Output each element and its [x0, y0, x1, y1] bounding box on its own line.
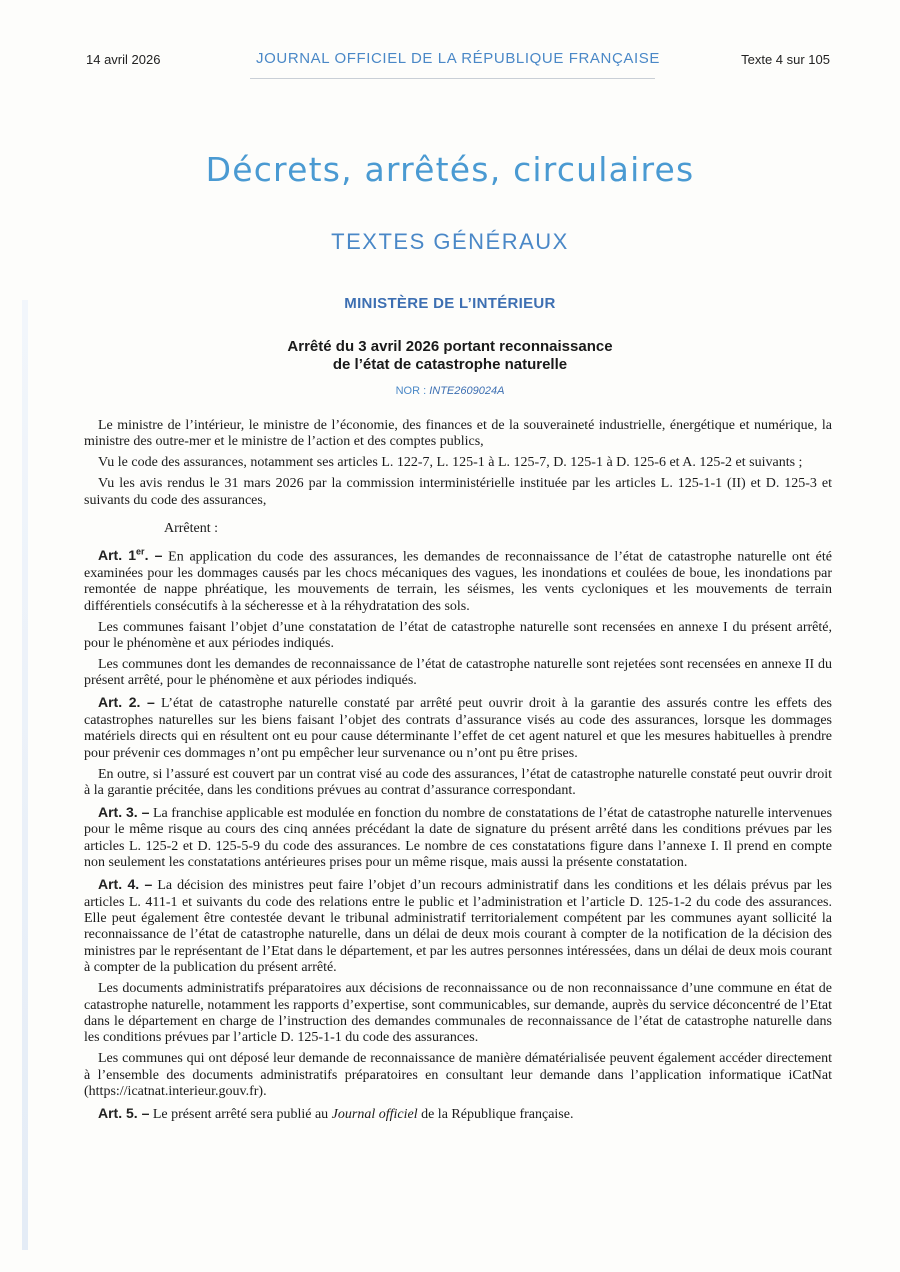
arrete-title	[0, 338, 900, 374]
document-body	[84, 418, 832, 1128]
nor-reference	[0, 385, 900, 397]
article-5-text-italic: Journal officiel	[331, 1107, 418, 1123]
nor-label: NOR :	[395, 385, 430, 397]
article-5-text-after: de la République française.	[417, 1107, 574, 1123]
header-date: 14 avril 2026	[86, 52, 161, 67]
arrete-title-line-1: Arrêté du 3 avril 2026 portant reconnaissance	[287, 338, 613, 355]
article-2-paragraph	[84, 694, 832, 762]
article-1-text: En application du code des assurances, les demandes de reconnaissance de l’état de catastrophe naturelle ont été examinées pour les dommages causés par les chocs mécaniques des vagues, les inondations et coulées de boue, les inondations par remontée de nappe phréatique, les mouvements de terrain, les séismes, les vents cycloniques et les mouvements de terrain différentiels consécutifs à la sécheresse et à la réhydratation des sols.	[84, 549, 833, 614]
article-5-text-before: Le présent arrêté sera publié au	[152, 1107, 332, 1123]
article-5-paragraph	[84, 1105, 832, 1123]
preamble-paragraph: Vu le code des assurances, notamment ses articles L. 122-7, L. 125-1 à L. 125-7, D. 125-1 à D. 125-6 et A. 125-2 et suivants ;	[98, 455, 803, 471]
article-1-label-suffix: . –	[144, 547, 163, 564]
article-1-label-sup: er	[136, 546, 145, 557]
article-4-paragraph-3: Les communes qui ont déposé leur demande de reconnaissance de manière dématérialisée peuvent également accéder directement à l’ensemble des documents administratifs préparatoires en consultant leur demande dans l’application informatique iCatNat (https://icatnat.interieur.gouv.fr).	[84, 1051, 832, 1100]
article-3-paragraph	[84, 804, 832, 872]
page-title: Décrets, arrêtés, circulaires	[205, 150, 695, 189]
article-1-paragraph-2: Les communes faisant l’objet d’une constatation de l’état de catastrophe naturelle sont recensées en annexe I du présent arrêté, pour le phénomène et aux périodes indiqués.	[84, 619, 832, 651]
article-4-label: Art. 4. –	[98, 876, 153, 893]
preamble-paragraph: Vu les avis rendus le 31 mars 2026 par la commission interministérielle instituée par les articles L. 125-1-1 (II) et D. 125-3 et suivants du code des assurances,	[84, 476, 832, 508]
header-journal-title: JOURNAL OFFICIEL DE LA RÉPUBLIQUE FRANÇAISE	[256, 50, 660, 67]
article-1-paragraph-3: Les communes dont les demandes de reconnaissance de l’état de catastrophe naturelle sont rejetées sont recensées en annexe II du présent arrêté, pour le phénomène et aux périodes indiqués.	[84, 656, 832, 689]
article-4-paragraph	[84, 876, 832, 976]
preamble-paragraph: Le ministre de l’intérieur, le ministre de l’économie, des finances et de la souveraineté industrielle, énergétique et numérique, la ministre des outre-mer et le ministre de l’action et des comptes publics,	[84, 418, 832, 450]
section-title: TEXTES GÉNÉRAUX	[331, 229, 569, 254]
scan-edge-strip	[22, 300, 28, 1250]
article-1-paragraph	[84, 544, 832, 615]
arrete-title-line-2: de l’état de catastrophe naturelle	[332, 356, 568, 373]
nor-code: INTE2609024A	[429, 385, 505, 397]
article-2-label: Art. 2. –	[98, 694, 155, 711]
header-divider	[250, 78, 655, 79]
page-header	[86, 50, 830, 74]
article-2-text: L’état de catastrophe naturelle constaté par arrêté peut ouvrir droit à la garantie des assurés contre les effets des catastrophes naturelles sur les biens faisant l’objet des contrats d’assurance visés au code des assurances, lorsque les dommages matériels directs qui en résultent ont eu pour cause déterminante l’effet de cet agent naturel et que les mesures habituelles à prendre pour prévenir ces dommages n’ont pu empêcher leur survenance ou n’ont pu être prises.	[84, 696, 832, 761]
article-1-label	[98, 547, 162, 563]
article-2-paragraph-2: En outre, si l’assuré est couvert par un contrat visé au code des assurances, l’état de catastrophe naturelle constaté peut ouvrir droit à la garantie précitée, dans les conditions prévues au contrat d’assurance correspondant.	[84, 766, 832, 798]
header-text-number: Texte 4 sur 105	[741, 52, 830, 67]
article-1-label-main: Art. 1	[98, 547, 137, 564]
arretent-line: Arrêtent :	[164, 521, 219, 537]
article-4-paragraph-2: Les documents administratifs préparatoires aux décisions de reconnaissance ou de non reconnaissance d’une commune en état de catastrophe naturelle, notamment les rapports d’expertise, sont communicables, sur demande, auprès du service déconcentré de l’Etat dans le département en charge de l’instruction des demandes communales de reconnaissance de l’état de catastrophe naturelle dans les conditions prévues par l’article D. 125-1-1 du code des assurances.	[84, 981, 832, 1046]
ministry-title: MINISTÈRE DE L’INTÉRIEUR	[344, 295, 556, 312]
article-5-label: Art. 5. –	[98, 1105, 150, 1122]
article-4-text: La décision des ministres peut faire l’objet d’un recours administratif dans les conditions et les délais prévus par les articles L. 411-1 et suivants du code des relations entre le public et l’administration et l’article D. 125-1-2 du code des assurances. Elle peut également être contestée devant le tribunal administratif territorialement compétent par les communes ayant sollicité la reconnaissance de l’état de catastrophe naturelle, dans un délai de deux mois courant à compter de la notification de la décision des ministres par le représentant de l’Etat dans le département, et par les autres personnes intéressées, dans un délai de deux mois courant à compter de la publication du présent arrêté.	[84, 878, 833, 976]
article-3-label: Art. 3. –	[98, 803, 150, 820]
article-3-text: La franchise applicable est modulée en fonction du nombre de constatations de l’état de catastrophe naturelle intervenues pour le même risque au cours des cinq années précédant la date de signature du présent arrêté dans les conditions prévues par les articles L. 125-2 et D. 125-5-9 du code des assurances. Le nombre de ces constatations figure dans l’annexe I. Il prend en compte non seulement les constatations antérieures prises pour un même risque, mais aussi la présente constatation.	[84, 805, 833, 871]
